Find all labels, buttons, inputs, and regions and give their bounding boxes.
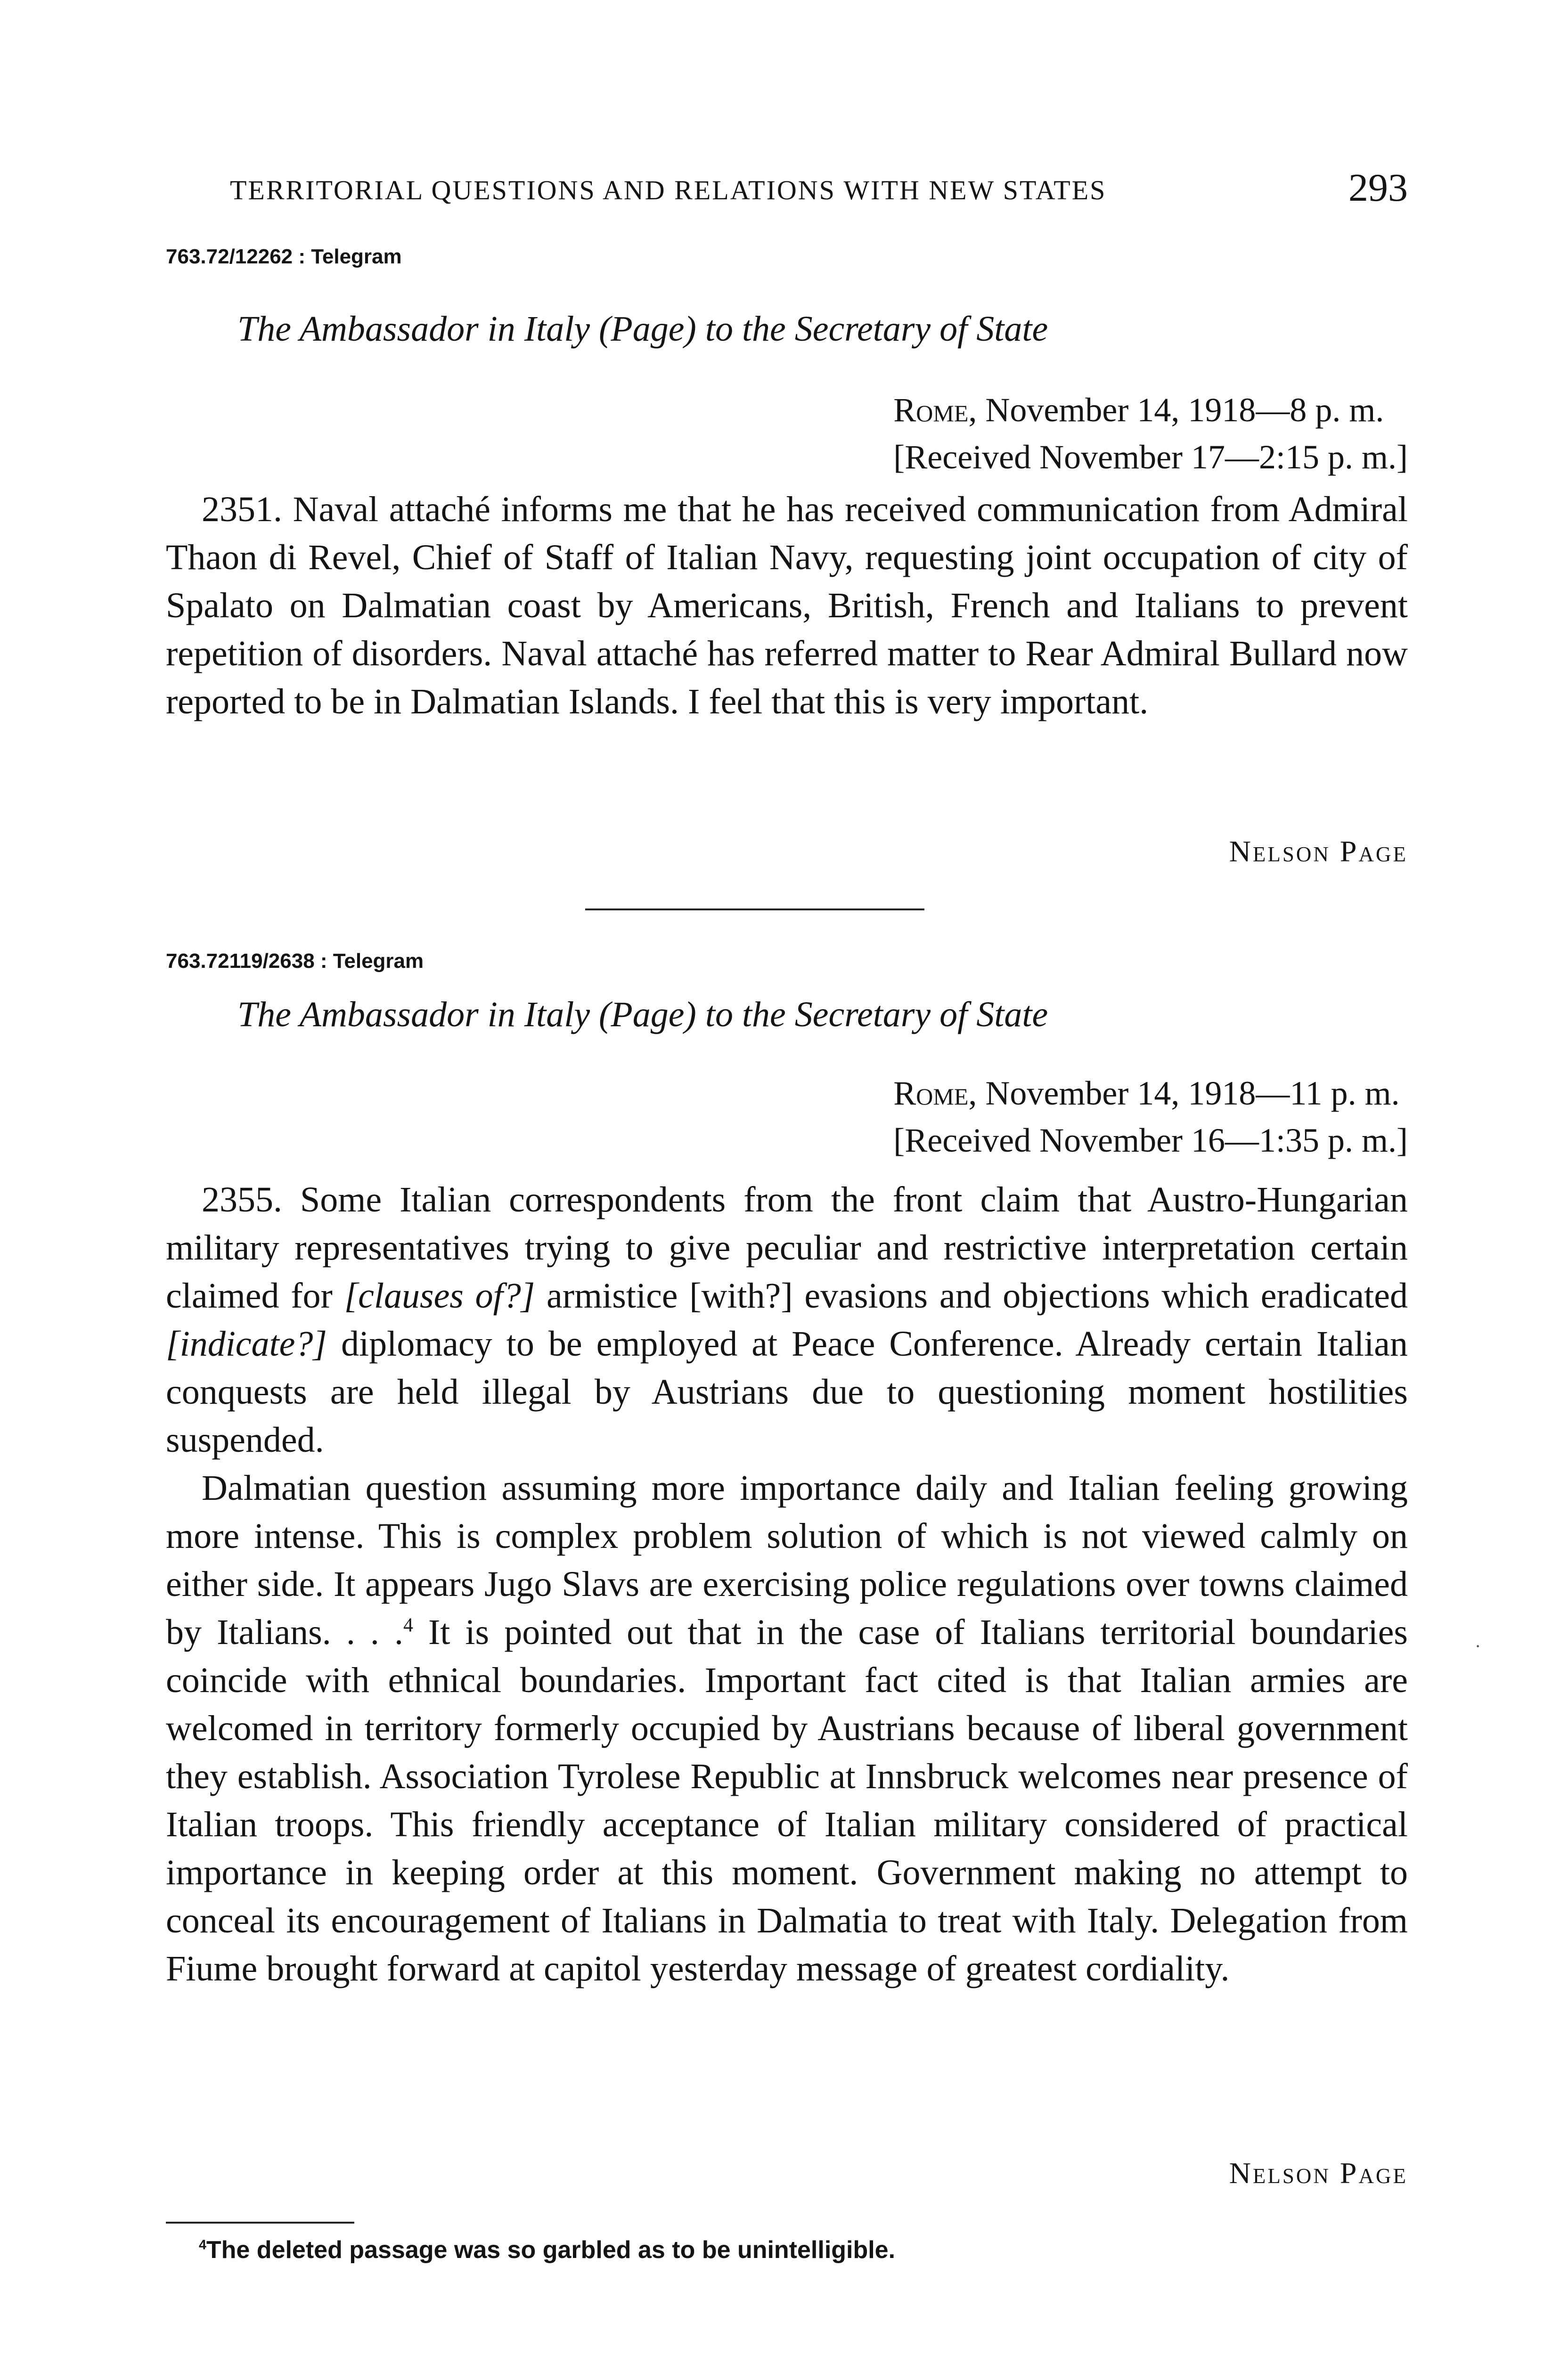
paragraph	[166, 1464, 1408, 1993]
document-page	[166, 0, 1408, 2356]
footnote	[199, 2236, 895, 2264]
received-line-2: [Received November 16—1:35 p. m.]	[893, 1121, 1408, 1159]
received-line-1: [Received November 17—2:15 p. m.]	[893, 438, 1408, 476]
footnote-reference[interactable]: 4	[403, 1614, 413, 1636]
paragraph	[166, 485, 1408, 726]
page-number: 293	[1348, 166, 1408, 210]
paragraph-text: Dalmatian question assuming more importance daily and Italian feeling growing more intense. This is complex problem solution of which is not viewed calmly on either side. It appears Jugo Slavs are exercising police regulations over towns claimed by Italians. . . .	[166, 1468, 1408, 1652]
paragraph-text: Naval attaché informs me that he has received communication from Admiral Thaon di Revel, Chief of Staff of Italian Navy, requesting joint occupation of city of Spalato on Dalmatian coast by Americans, British, French and Italians to prevent repetition of disorders. Naval attaché has referred matter to Rear Admiral Bullard now reported to be in Dalmatian Islands. I feel that this is very important.	[166, 490, 1408, 721]
paragraph-text: It is pointed out that in the case of Italians territorial boundaries coincide with ethnical boundaries. Important fact cited is that Italian armies are welcomed in territory formerly occupied by Austrians because of liberal government they establish. Association Tyrolese Republic at Innsbruck welcomes near presence of Italian troops. This friendly acceptance of Italian military considered of practical importance in keeping order at this moment. Government making no attempt to conceal its encouragement of Italians in Dalmatia to treat with Italy. Delegation from Fiume brought forward at capitol yesterday message of greatest cordiality.	[166, 1612, 1408, 1988]
date-sent-2: , November 14, 1918—11 p. m.	[968, 1074, 1400, 1112]
paragraph-text: diplomacy to be employed at Peace Conference. Already certain Italian conquests are held illegal by Austrians due to questioning moment hostilities suspended.	[166, 1324, 1408, 1460]
place-2: Rome	[893, 1074, 969, 1112]
footnote-text: The deleted passage was so garbled as to be unintelligible.	[206, 2236, 896, 2264]
section-separator	[585, 908, 924, 910]
sent-line-1	[893, 386, 1408, 434]
editorial-insertion: [clauses of?]	[344, 1276, 535, 1316]
dateline-1	[893, 386, 1408, 481]
file-reference-1: 763.72/12262 : Telegram	[166, 245, 402, 268]
sent-line-2	[893, 1070, 1408, 1117]
editorial-insertion: [indicate?]	[166, 1324, 327, 1364]
place-1: Rome	[893, 391, 969, 429]
margin-mark: ·	[1475, 1636, 1481, 1657]
running-head	[166, 165, 1408, 210]
telegram-body-2	[166, 1176, 1408, 1993]
signature-1: Nelson Page	[1229, 834, 1408, 868]
telegram-number-2: 2355.	[202, 1180, 282, 1219]
telegram-number-1: 2351.	[202, 490, 282, 529]
document-title-2: The Ambassador in Italy (Page) to the Secretary of State	[237, 995, 1048, 1034]
footnote-marker: 4	[199, 2237, 206, 2253]
signature-2: Nelson Page	[1229, 2156, 1408, 2190]
date-sent-1: , November 14, 1918—8 p. m.	[968, 391, 1384, 429]
telegram-body-1	[166, 485, 1408, 726]
file-reference-2: 763.72119/2638 : Telegram	[166, 949, 424, 973]
paragraph-text: armistice [with?] evasions and objections which eradicated	[535, 1276, 1408, 1316]
paragraph-text: Some Italian correspondents from the front claim that Austro-Hungarian military representatives trying to give peculiar and restrictive interpretation certain claimed for	[166, 1180, 1408, 1316]
dateline-2	[893, 1070, 1408, 1164]
paragraph	[166, 1176, 1408, 1464]
document-title-1: The Ambassador in Italy (Page) to the Secretary of State	[237, 309, 1048, 349]
running-head-title: TERRITORIAL QUESTIONS AND RELATIONS WITH NEW STATES	[230, 175, 1107, 205]
footnote-rule	[166, 2222, 354, 2224]
